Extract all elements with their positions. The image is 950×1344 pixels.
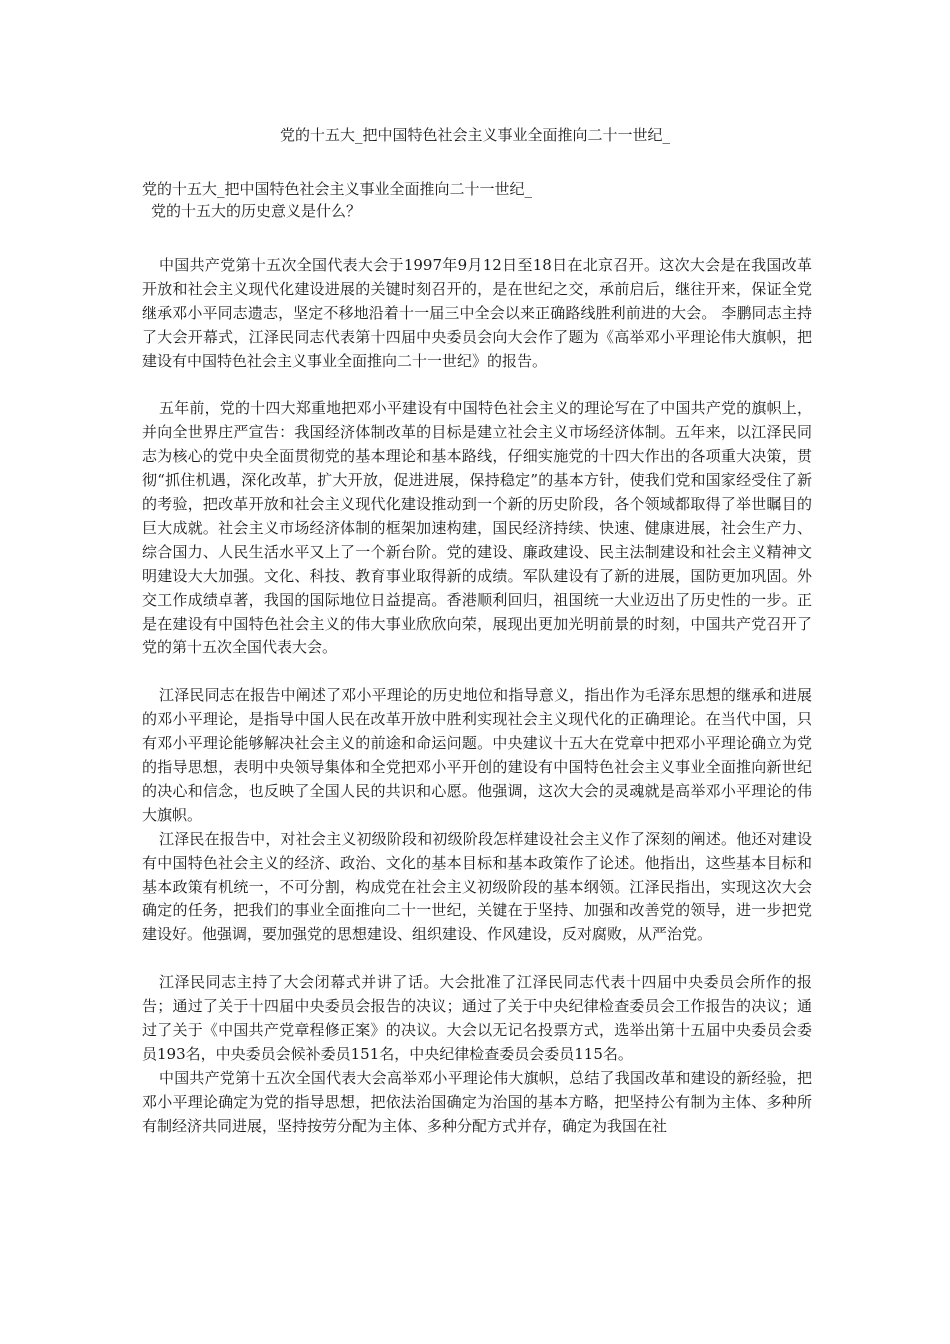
paragraph-2: 五年前，党的十四大郑重地把邓小平建设有中国特色社会主义的理论写在了中国共产党的旗帜上，并向全世界庄严宣告：我国经济体制改革的目标是建立社会主义市场经济体制。五年来，以江泽民同志为核心的党中央全面贯彻党的基本理论和基本路线，仔细实施党的十四大作出的各项重大决策，贯彻“抓住机遇，深化改革，扩大开放，促进进展，保持稳定”的基本方针，使我们党和国家经受住了新的考验，把改革开放和社会主义现代化建设推动到一个新的历史阶段，各个领域都取得了举世瞩目的巨大成就。社会主义市场经济体制的框架加速构建，国民经济持续、快速、健康进展，社会生产力、综合国力、人民生活水平又上了一个新台阶。党的建设、廉政建设、民主法制建设和社会主义精神文明建设大大加强。文化、科技、教育事业取得新的成绩。军队建设有了新的进展，国防更加巩固。外交工作成绩卓著，我国的国际地位日益提高。香港顺利回归，祖国统一大业迈出了历史性的一步。正是在建设有中国特色社会主义的伟大事业欣欣向荣，展现出更加光明前景的时刻，中国共产党召开了党的第十五次全国代表大会。 (142, 399, 812, 657)
document-subtitle: 党的十五大_把中国特色社会主义事业全面推向二十一世纪_ (142, 180, 533, 198)
document-header (142, 178, 812, 222)
paragraph-1: 中国共产党第十五次全国代表大会于1997年9月12日至18日在北京召开。这次大会是在我国改革开放和社会主义现代化建设进展的关键时刻召开的，是在世纪之交，承前启后，继往开来，保证全党继承邓小平同志遗志，坚定不移地沿着十一届三中全会以来正确路线胜利前进的大会。 李鹏同志主持了大会开幕式，江泽民同志代表第十四届中央委员会向大会作了题为《高举邓小平理论伟大旗帜，把建设有中国特色社会主义事业全面推向二十一世纪》的报告。 (142, 256, 812, 370)
document-question: 党的十五大的历史意义是什么？ (151, 202, 362, 220)
document-body (142, 254, 812, 1138)
document-title: 党的十五大_把中国特色社会主义事业全面推向二十一世纪_ (279, 126, 670, 144)
paragraph-4: 江泽民在报告中，对社会主义初级阶段和初级阶段怎样建设社会主义作了深刻的阐述。他还对建设有中国特色社会主义的经济、政治、文化的基本目标和基本政策作了论述。他指出，这些基本目标和基本政策有机统一，不可分割，构成党在社会主义初级阶段的基本纲领。江泽民指出，实现这次大会确定的任务，把我们的事业全面推向二十一世纪，关键在于坚持、加强和改善党的领导，进一步把党建设好。他强调，要加强党的思想建设、组织建设、作风建设，反对腐败，从严治党。 (142, 829, 812, 944)
paragraph-6: 中国共产党第十五次全国代表大会高举邓小平理论伟大旗帜，总结了我国改革和建设的新经验，把邓小平理论确定为党的指导思想，把依法治国确定为治国的基本方略，把坚持公有制为主体、多种所有制经济共同进展，坚持按劳分配为主体、多种分配方式并存，确定为我国在社 (142, 1068, 812, 1135)
paragraph-5: 江泽民同志主持了大会闭幕式并讲了话。大会批准了江泽民同志代表十四届中央委员会所作的报告；通过了关于十四届中央委员会报告的决议；通过了关于中央纪律检查委员会工作报告的决议；通过了关于《中国共产党章程修正案》的决议。大会以无记名投票方式，选举出第十五届中央委员会委员193名，中央委员会候补委员151名，中央纪律检查委员会委员115名。 (142, 973, 812, 1063)
paragraph-3: 江泽民同志在报告中阐述了邓小平理论的历史地位和指导意义，指出作为毛泽东思想的继承和进展的邓小平理论，是指导中国人民在改革开放中胜利实现社会主义现代化的正确理论。在当代中国，只有邓小平理论能够解决社会主义的前途和命运问题。中央建议十五大在党章中把邓小平理论确立为党的指导思想，表明中央领导集体和全党把邓小平开创的建设有中国特色社会主义事业全面推向新世纪的决心和信念，也反映了全国人民的共识和心愿。他强调，这次大会的灵魂就是高举邓小平理论的伟大旗帜。 (142, 686, 812, 824)
